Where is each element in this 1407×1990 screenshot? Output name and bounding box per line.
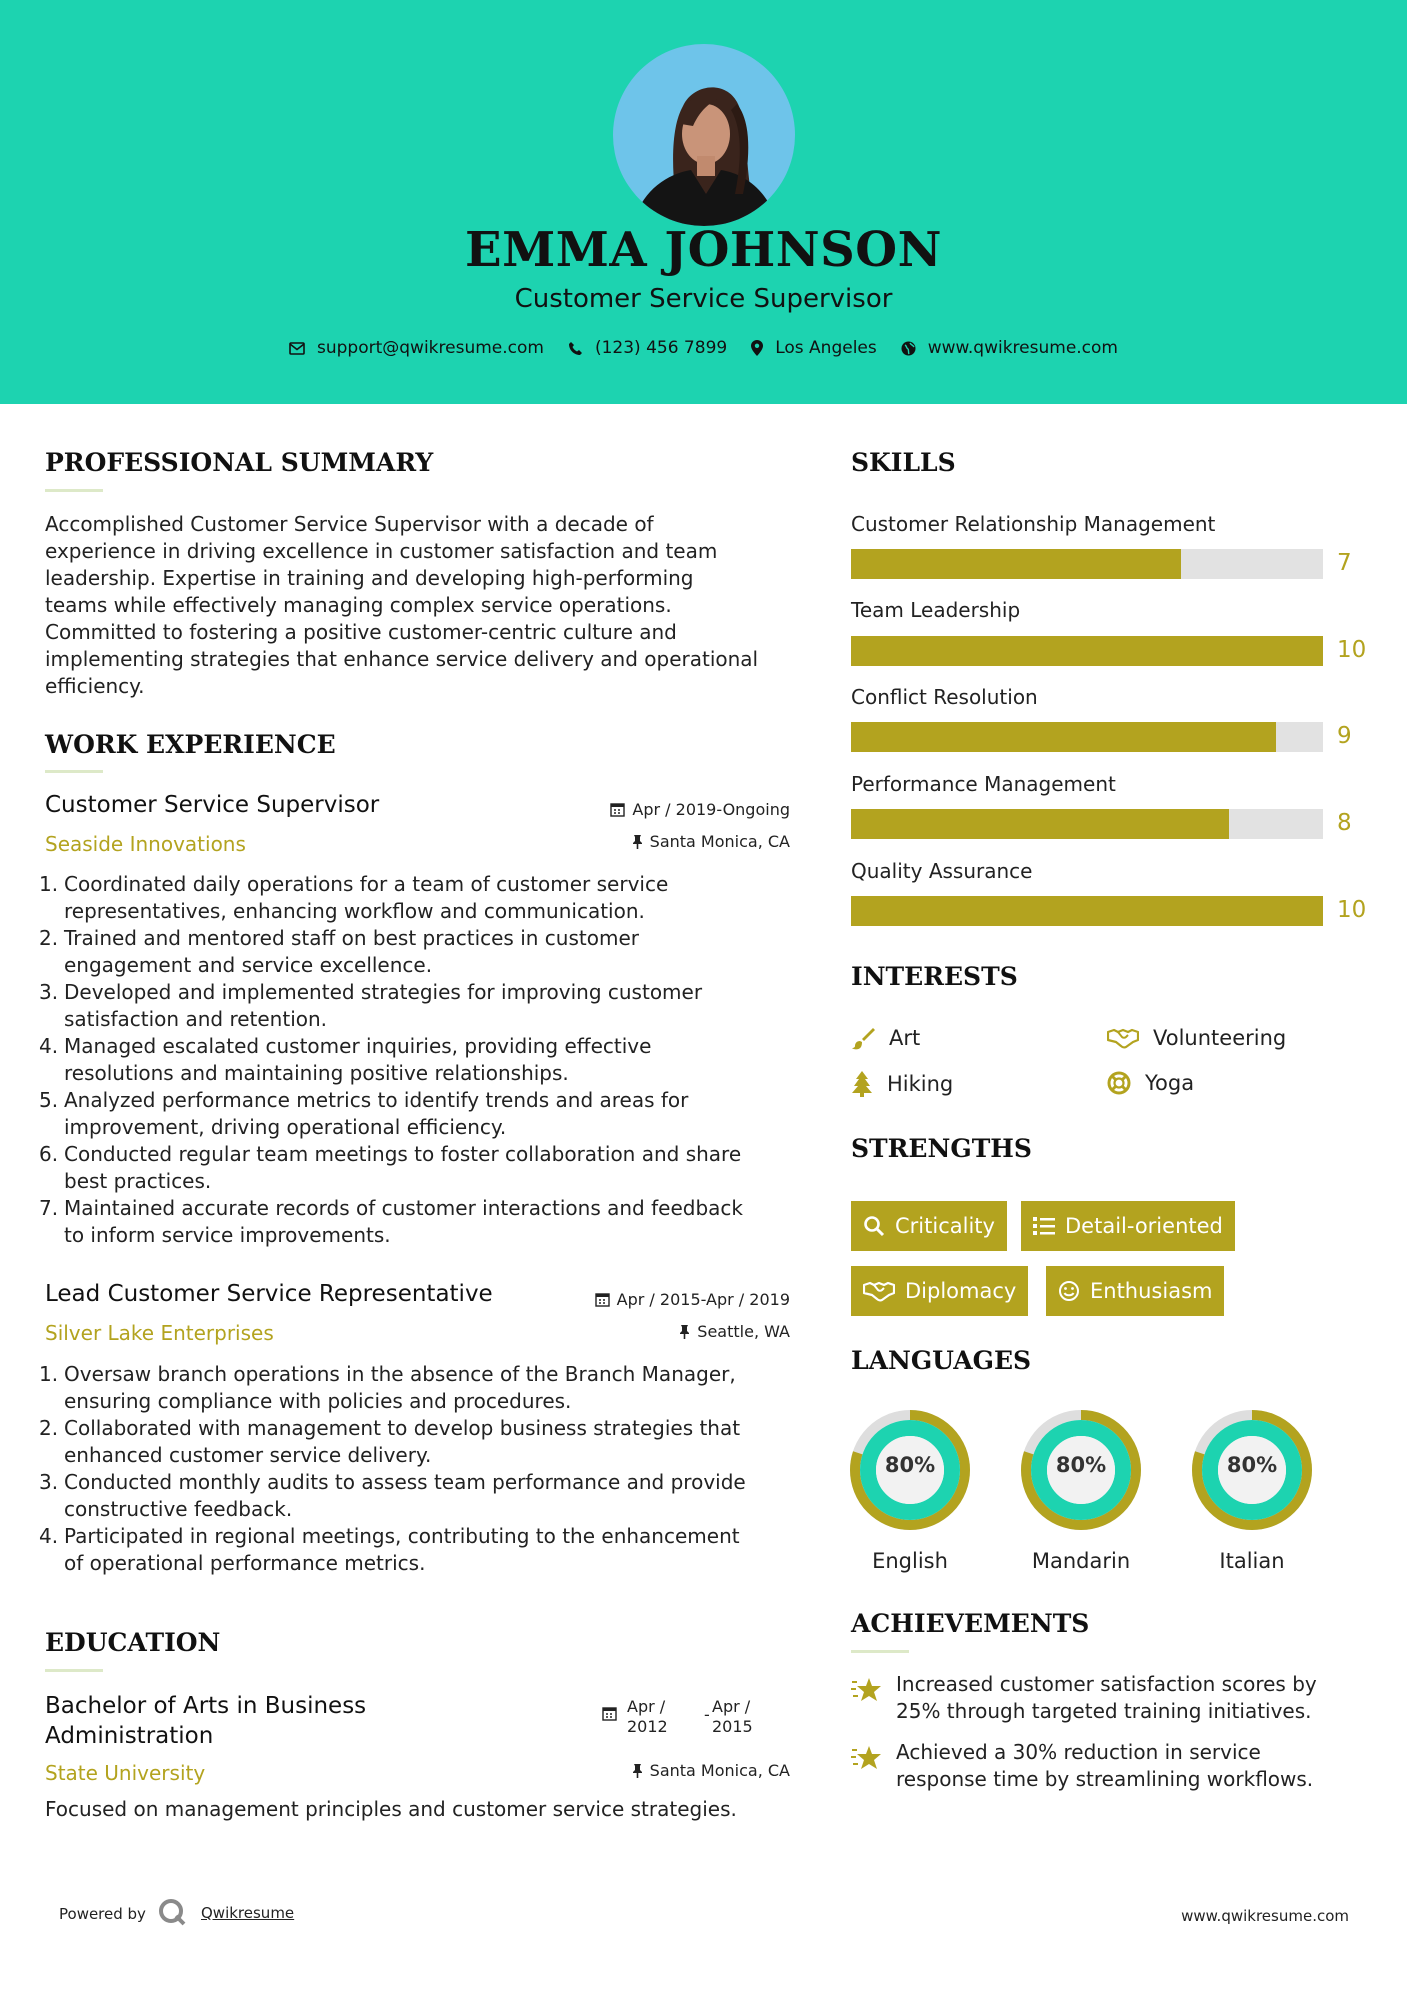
- contact-location: [751, 338, 877, 358]
- list-line: constructive feedback.: [64, 1497, 293, 1521]
- skill-level: 8: [1337, 810, 1352, 836]
- summary-line: experience in driving excellence in customer satisfaction and team: [45, 539, 718, 563]
- list-number: 5.: [39, 1088, 59, 1112]
- list-line: Collaborated with management to develop business strategies that: [64, 1416, 741, 1440]
- interest-label: Yoga: [1145, 1071, 1195, 1095]
- list-number: 1.: [39, 872, 59, 896]
- lifebuoy-icon: [1107, 1071, 1131, 1095]
- footer-brand-link[interactable]: Qwikresume: [201, 1904, 295, 1922]
- interest-item: [1107, 1071, 1194, 1095]
- list-number: 3.: [39, 1470, 59, 1494]
- list-number: 4.: [39, 1034, 59, 1058]
- star-award-icon: [851, 1675, 883, 1705]
- envelope-icon: [289, 342, 305, 355]
- list-item: [39, 925, 815, 979]
- strength-badge: [851, 1266, 1028, 1316]
- qwikresume-logo-icon: [157, 1897, 187, 1927]
- contact-website[interactable]: [901, 338, 1118, 358]
- list-line: Oversaw branch operations in the absence of the Branch Manager,: [64, 1362, 736, 1386]
- achievement-line: 25% through targeted training initiatives.: [896, 1699, 1312, 1723]
- degree-line: Bachelor of Arts in Business: [45, 1693, 367, 1719]
- achievements-rule: [851, 1650, 909, 1653]
- summary-heading: PROFESSIONAL SUMMARY: [45, 448, 434, 477]
- pushpin-icon: [679, 1324, 690, 1339]
- list-line: engagement and service excellence.: [64, 953, 433, 977]
- list-item: [39, 871, 815, 925]
- education-end-month: Apr /: [712, 1697, 751, 1716]
- tree-icon: [851, 1071, 873, 1097]
- strength-label: Detail-oriented: [1065, 1214, 1223, 1238]
- education-location-text: Santa Monica, CA: [649, 1761, 790, 1780]
- education-heading: EDUCATION: [45, 1628, 221, 1657]
- list-line: Conducted monthly audits to assess team performance and provide: [64, 1470, 746, 1494]
- achievement-line: Increased customer satisfaction scores by: [896, 1672, 1317, 1696]
- skill-level: 10: [1337, 897, 1367, 923]
- job-dates: [540, 800, 790, 819]
- job-duties: [39, 1361, 815, 1577]
- list-line: Managed escalated customer inquiries, providing effective: [64, 1034, 652, 1058]
- list-number: 6.: [39, 1142, 59, 1166]
- pushpin-icon: [632, 1763, 643, 1778]
- education-end: [712, 1697, 753, 1737]
- list-line: Analyzed performance metrics to identify trends and areas for: [64, 1088, 689, 1112]
- strength-label: Enthusiasm: [1090, 1279, 1213, 1303]
- strength-badge: [1046, 1266, 1224, 1316]
- job-role: Customer Service Supervisor: [45, 792, 380, 818]
- map-pin-icon: [751, 340, 763, 356]
- experience-heading: WORK EXPERIENCE: [45, 730, 336, 759]
- list-line: of operational performance metrics.: [64, 1551, 426, 1575]
- education-school: State University: [45, 1761, 206, 1785]
- job-company: Silver Lake Enterprises: [45, 1321, 274, 1345]
- skills-heading: SKILLS: [851, 448, 956, 477]
- profile-photo: [613, 44, 795, 226]
- education-description: Focused on management principles and customer service strategies.: [45, 1797, 737, 1821]
- calendar-icon: [610, 802, 625, 817]
- skill-bar: [851, 722, 1323, 752]
- phone-text: (123) 456 7899: [594, 338, 728, 358]
- job-location-text: Santa Monica, CA: [649, 832, 790, 851]
- skill-bar: [851, 549, 1323, 579]
- summary-line: leadership. Expertise in training and developing high-performing: [45, 566, 694, 590]
- job-role: Lead Customer Service Representative: [45, 1281, 493, 1307]
- list-line: resolutions and maintaining positive relationships.: [64, 1061, 569, 1085]
- skill-name: Conflict Resolution: [851, 685, 1038, 709]
- skill-level: 9: [1337, 723, 1352, 749]
- language-name: English: [872, 1549, 948, 1573]
- degree-title: [45, 1691, 366, 1751]
- footer-website[interactable]: www.qwikresume.com: [1181, 1907, 1349, 1925]
- skill-name: Team Leadership: [851, 598, 1021, 622]
- summary-line: Accomplished Customer Service Supervisor with a decade of: [45, 512, 654, 536]
- skill-bar-fill: [851, 809, 1229, 839]
- list-line: improvement, driving operational efficiency.: [64, 1115, 507, 1139]
- list-line: to inform service improvements.: [64, 1223, 391, 1247]
- skill-bar-fill: [851, 636, 1323, 666]
- education-location: [540, 1761, 790, 1780]
- list-line: best practices.: [64, 1169, 212, 1193]
- interest-item: [851, 1026, 920, 1050]
- job-company: Seaside Innovations: [45, 832, 246, 856]
- list-line: satisfaction and retention.: [64, 1007, 328, 1031]
- smile-icon: [1058, 1280, 1080, 1302]
- job-dates-text: Apr / 2015-Apr / 2019: [616, 1290, 790, 1309]
- degree-line: Administration: [45, 1723, 214, 1749]
- summary-rule: [45, 489, 103, 492]
- handshake-icon: [1107, 1027, 1139, 1049]
- skill-bar-fill: [851, 549, 1181, 579]
- achievement-item: [896, 1671, 1366, 1725]
- skill-bar: [851, 809, 1323, 839]
- list-icon: [1033, 1216, 1055, 1236]
- language-name: Italian: [1219, 1549, 1285, 1573]
- pushpin-icon: [632, 834, 643, 849]
- education-dash: -: [704, 1705, 710, 1724]
- interest-label: Hiking: [887, 1072, 954, 1096]
- list-item: [39, 1087, 815, 1141]
- achievement-item: [896, 1739, 1366, 1793]
- website-text: www.qwikresume.com: [927, 338, 1118, 358]
- strength-badge: [1021, 1201, 1235, 1251]
- job-dates: [540, 1290, 790, 1309]
- summary-line: efficiency.: [45, 674, 145, 698]
- skill-bar-fill: [851, 722, 1276, 752]
- interest-item: [1107, 1026, 1286, 1050]
- summary-line: Committed to fostering a positive customer-centric culture and: [45, 620, 677, 644]
- resume-header: [0, 0, 1407, 404]
- experience-rule: [45, 770, 103, 773]
- list-line: Participated in regional meetings, contributing to the enhancement: [64, 1524, 740, 1548]
- summary-text: [45, 511, 805, 700]
- candidate-name: EMMA JOHNSON: [465, 222, 942, 278]
- list-line: Maintained accurate records of customer interactions and feedback: [64, 1196, 743, 1220]
- email-text: support@qwikresume.com: [317, 338, 544, 358]
- list-line: enhanced customer service delivery.: [64, 1443, 432, 1467]
- education-rule: [45, 1669, 103, 1672]
- list-line: Conducted regular team meetings to foster collaboration and share: [64, 1142, 742, 1166]
- search-icon: [863, 1215, 885, 1237]
- skill-bar: [851, 636, 1323, 666]
- language-percent: 80%: [884, 1453, 936, 1477]
- candidate-title: Customer Service Supervisor: [514, 284, 893, 314]
- interest-label: Art: [889, 1026, 921, 1050]
- list-item: [39, 1469, 815, 1523]
- list-item: [39, 1195, 815, 1249]
- skill-bar-fill: [851, 896, 1323, 926]
- list-number: 4.: [39, 1524, 59, 1548]
- list-line: Trained and mentored staff on best practices in customer: [64, 926, 639, 950]
- list-number: 2.: [39, 1416, 59, 1440]
- list-line: Developed and implemented strategies for improving customer: [64, 980, 703, 1004]
- contact-bar: [0, 338, 1407, 358]
- list-number: 7.: [39, 1196, 59, 1220]
- handshake-icon: [863, 1280, 895, 1302]
- list-line: Coordinated daily operations for a team of customer service: [64, 872, 669, 896]
- list-line: representatives, enhancing workflow and communication.: [64, 899, 645, 923]
- calendar-icon: [595, 1292, 610, 1307]
- globe-icon: [901, 341, 916, 356]
- list-item: [39, 1415, 815, 1469]
- list-number: 1.: [39, 1362, 59, 1386]
- interests-heading: INTERESTS: [851, 962, 1018, 991]
- phone-icon: [568, 341, 583, 356]
- skill-name: Customer Relationship Management: [851, 512, 1216, 536]
- summary-line: teams while effectively managing complex service operations.: [45, 593, 672, 617]
- location-text: Los Angeles: [775, 338, 877, 358]
- achievement-line: Achieved a 30% reduction in service: [896, 1740, 1261, 1764]
- achievement-line: response time by streamlining workflows.: [896, 1767, 1314, 1791]
- list-item: [39, 979, 815, 1033]
- interest-label: Volunteering: [1153, 1026, 1287, 1050]
- contact-email[interactable]: [289, 338, 544, 358]
- list-number: 2.: [39, 926, 59, 950]
- strength-label: Criticality: [895, 1214, 995, 1238]
- job-location-text: Seattle, WA: [697, 1322, 790, 1341]
- language-percent: 80%: [1226, 1453, 1278, 1477]
- list-line: ensuring compliance with policies and procedures.: [64, 1389, 572, 1413]
- skill-name: Quality Assurance: [851, 859, 1033, 883]
- language-name: Mandarin: [1031, 1549, 1131, 1573]
- paintbrush-icon: [851, 1026, 875, 1050]
- job-location: [540, 832, 790, 851]
- education-start: [627, 1697, 668, 1737]
- list-item: [39, 1523, 815, 1577]
- skill-level: 7: [1337, 550, 1352, 576]
- list-item: [39, 1361, 815, 1415]
- summary-line: implementing strategies that enhance service delivery and operational: [45, 647, 759, 671]
- strength-label: Diplomacy: [905, 1279, 1017, 1303]
- strength-badge: [851, 1201, 1007, 1251]
- skill-bar: [851, 896, 1323, 926]
- languages-heading: LANGUAGES: [851, 1346, 1032, 1375]
- list-item: [39, 1033, 815, 1087]
- skill-name: Performance Management: [851, 772, 1116, 796]
- person-illustration: [613, 44, 795, 226]
- contact-phone[interactable]: [568, 338, 727, 358]
- skill-level: 10: [1337, 637, 1367, 663]
- calendar-icon: [602, 1706, 617, 1721]
- job-location: [540, 1322, 790, 1341]
- interest-item: [851, 1071, 953, 1097]
- achievements-heading: ACHIEVEMENTS: [851, 1609, 1090, 1638]
- list-item: [39, 1141, 815, 1195]
- list-number: 3.: [39, 980, 59, 1004]
- job-dates-text: Apr / 2019-Ongoing: [632, 800, 790, 819]
- education-start-year: 2012: [627, 1717, 668, 1736]
- education-start-month: Apr /: [627, 1697, 666, 1716]
- strengths-heading: STRENGTHS: [851, 1134, 1032, 1163]
- star-award-icon: [851, 1743, 883, 1773]
- footer-powered-by: Powered by: [59, 1905, 146, 1923]
- job-duties: [39, 871, 815, 1249]
- education-end-year: 2015: [712, 1717, 753, 1736]
- language-percent: 80%: [1055, 1453, 1107, 1477]
